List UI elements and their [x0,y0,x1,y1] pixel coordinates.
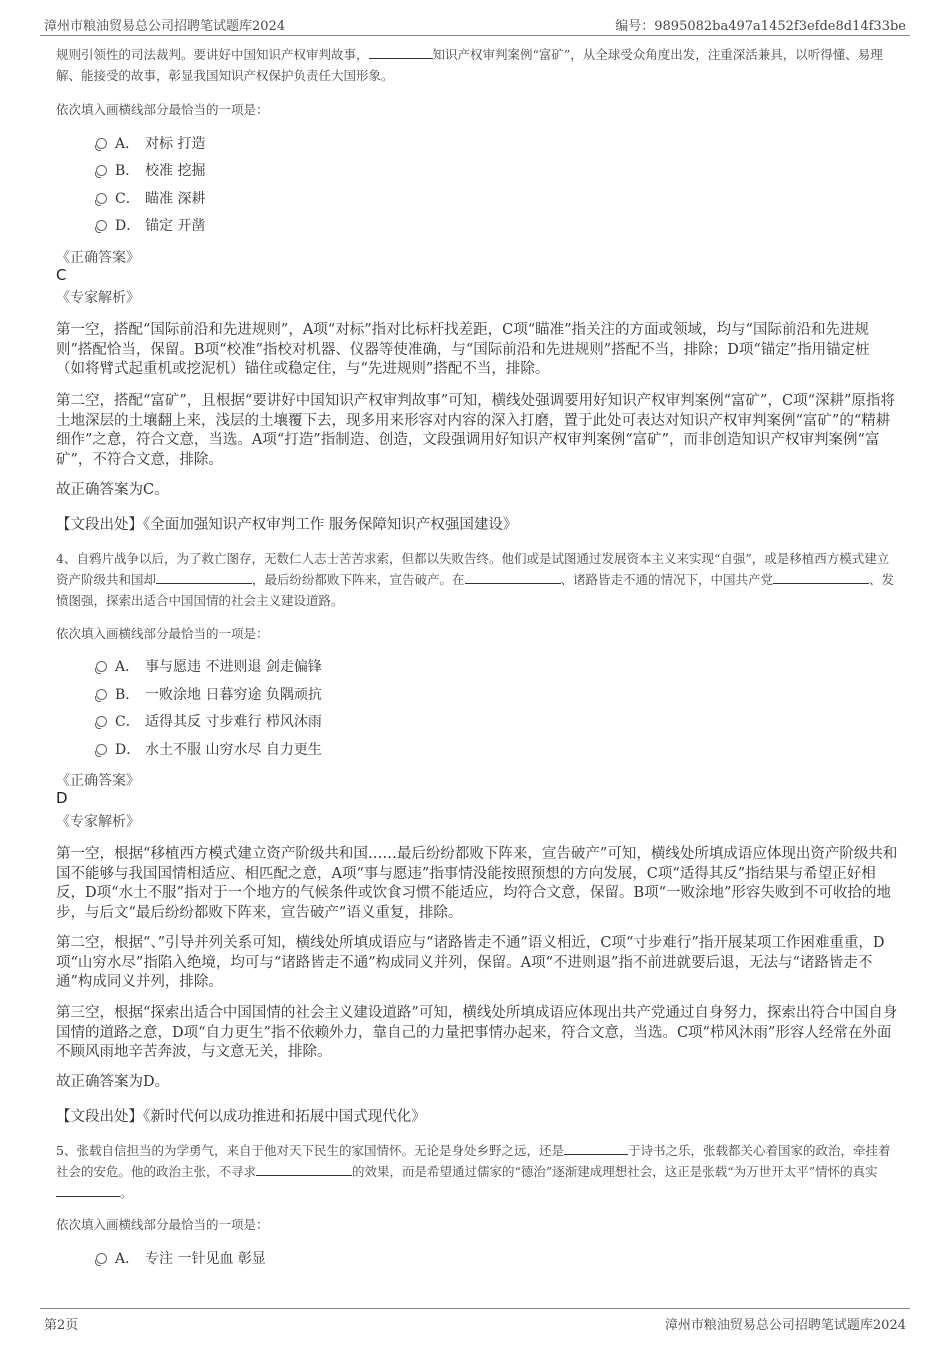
q5-option-a[interactable]: A． 专注 一针见血 彰显 [96,1248,266,1270]
q3-option-c[interactable]: C． 瞄准 深耕 [96,188,205,210]
blank-line [564,1141,628,1155]
radio-icon[interactable] [96,744,107,755]
page-number: 第2页 [44,1318,79,1333]
radio-icon[interactable] [96,138,107,149]
answer-value: D [56,789,68,807]
header-title: 漳州市粮油贸易总公司招聘笔试题库2024 [44,19,286,34]
analysis-label: 《专家解析》 [56,814,140,830]
radio-icon[interactable] [96,1253,107,1264]
analysis-paragraph: 第三空，根据“探索出适合中国国情的社会主义建设道路”可知，横线处所填成语应体现出共产党通过自身努力，探索出符合中国自身国情的道路之意，D项“自力更生”指不依赖外力，靠自己的力量把事情办起来，符合文意，当选。C项“栉风沐雨”形容人经常在外面不顾风雨地辛苦奔波，与文意无关，排除。 [56,1005,898,1060]
q3-option-b[interactable]: B． 校准 挖掘 [96,160,205,182]
blank-line [156,570,252,584]
conclusion: 故正确答案为D。 [56,1074,170,1090]
analysis-label: 《专家解析》 [56,290,140,306]
q5-stem: 5、张载自信担当的为学勇气，来自于他对天下民生的家国情怀。无论是身处乡野之远，还是 于诗书之乐，张载都关心着国家的政治，牵挂着社会的安危。他的政治主张，不寻求 的效果，而是希望通过儒家的“德治”逐渐建成理想社会，这正是张载“为万世开太平”情怀的真实。 [56,1143,891,1200]
conclusion: 故正确答案为C。 [56,482,169,498]
radio-icon[interactable] [96,689,107,700]
analysis-paragraph: 第二空，搭配“富矿”，且根据“要讲好中国知识产权审判故事”可知，横线处强调要用好知识产权审判案例“富矿”，C项“深耕”原指将土地深层的土壤翻上来，浅层的土壤覆下去，现多用来形容对内容的深入打磨，置于此处可表达对知识产权审判案例“富矿”的“精耕细作”之意，符合文意，当选。A项“打造”指制造、创造，文段强调用好知识产权审判案例“富矿”，而非创造知识产权审判案例“富矿”，不符合文意，排除。 [56,393,895,468]
source-citation: 【文段出处】《全面加强知识产权审判工作 服务保障知识产权强国建设》 [56,517,518,533]
q4-option-b[interactable]: B． 一败涂地 日暮穷途 负隅顽抗 [96,684,322,706]
analysis-paragraph: 第一空，搭配“国际前沿和先进规则”，A项“对标”指对比标杆找差距，C项“瞄准”指关注的方面或领域，均与“国际前沿和先进规则”搭配恰当，保留。B项“校准”指校对机器、仪器等使准确，与“国际前沿和先进规则”搭配不当，排除；D项“锚定”指用锚定桩（如将臂式起重机或挖泥机）锚住或稳定住，与“先进规则”搭配不当，排除。 [56,322,870,377]
footer-title: 漳州市粮油贸易总公司招聘笔试题库2024 [664,1318,906,1333]
analysis-paragraph: 第二空，根据“、”引导并列关系可知，横线处所填成语应与“诸路皆走不通”语义相近，C项“寸步难行”指开展某项工作困难重重，D项“山穷水尽”指陷入绝境，均可与“诸路皆走不通”构成同义并列，保留。A项“不进则退”指不前进就要后退，无法与“诸路皆走不通”构成同义并列，排除。 [56,935,885,990]
blank-line [256,1162,352,1176]
q5-instruction: 依次填入画横线部分最恰当的一项是： [56,1217,269,1232]
q3-stem: 规则引领性的司法裁判。要讲好中国知识产权审判故事， 知识产权审判案例“富矿”，从全球受众角度出发，注重深活兼具，以听得懂、易理解、能接受的故事，彰显我国知识产权保护负责任大国形象。 [56,47,883,83]
blank-line [369,45,433,59]
q3-option-a[interactable]: A． 对标 打造 [96,133,205,155]
page-header [40,13,910,36]
q4-option-a[interactable]: A． 事与愿违 不进则退 剑走偏锋 [96,656,322,678]
blank-line [465,570,561,584]
answer-value: C [56,266,67,284]
radio-icon[interactable] [96,716,107,727]
q4-instruction: 依次填入画横线部分最恰当的一项是： [56,626,269,641]
radio-icon[interactable] [96,193,107,204]
q3-option-d[interactable]: D． 锚定 开凿 [96,215,205,237]
radio-icon[interactable] [96,220,107,231]
blank-line [773,570,869,584]
radio-icon[interactable] [96,661,107,672]
q4-option-d[interactable]: D． 水土不服 山穷水尽 自力更生 [96,739,322,761]
header-doc-id: 编号：9895082ba497a1452f3efde8d14f33be [615,19,906,34]
q3-instruction: 依次填入画横线部分最恰当的一项是： [56,102,269,117]
answer-label: 《正确答案》 [56,250,140,266]
q4-stem: 4、自鸦片战争以后，为了救亡图存，无数仁人志士苦苦求索，但都以失败告终。他们或是试图通过发展资本主义来实现“自强”，或是移植西方模式建立资产阶级共和国却 ，最后纷纷都败下阵来，宣告破产。在 、诸路皆走不通的情况下，中国共产党 、发愤图强，探索出适合中国国情的社会主义建设道路。 [56,551,895,608]
answer-label: 《正确答案》 [56,773,140,789]
source-citation: 【文段出处】《新时代何以成功推进和拓展中国式现代化》 [56,1109,426,1125]
radio-icon[interactable] [96,165,107,176]
blank-line [56,1183,120,1197]
q4-option-c[interactable]: C． 适得其反 寸步难行 栉风沐雨 [96,711,322,733]
analysis-paragraph: 第一空，根据“移植西方模式建立资产阶级共和国……最后纷纷都败下阵来，宣告破产”可知，横线处所填成语应体现出资产阶级共和国不能够与我国国情相适应、相匹配之意，A项“事与愿违”指事情没能按照预想的方向发展，C项“适得其反”指结果与希望正好相反，D项“水土不服”指对于一个地方的气候条件或饮食习惯不能适应，均符合文意，保留。B项“一败涂地”形容失败到不可收拾的地步，与后文“最后纷纷都败下阵来，宣告破产”语义重复，排除。 [56,846,898,921]
page-footer [40,1308,910,1333]
